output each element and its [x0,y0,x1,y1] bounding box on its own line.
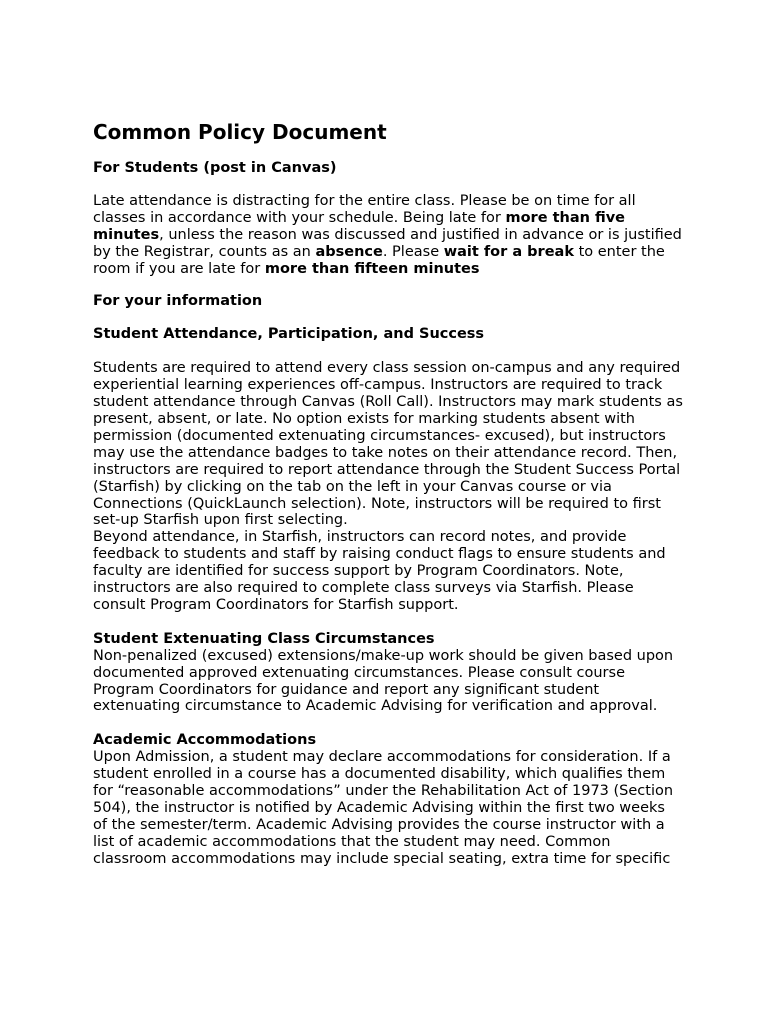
late-text-3: . Please [382,243,444,260]
late-text-2: , unless the reason was discussed and justified in advance or is justified by the Registrar, counts as an [93,226,682,260]
document-title: Common Policy Document [93,120,387,144]
for-your-information-heading: For your information [93,293,263,310]
extenuating-paragraph: Non-penalized (excused) extensions/make-up work should be given based upon documented approved extenuating circumstances. Please consult course Program Coordinators for guidance and report any significant student extenuating circumstance to Academic Advising for verification and approval. [93,647,674,715]
late-bold-five-minutes: more than five minutes [93,209,626,243]
attendance-paragraph-2: Beyond attendance, in Starfish, instructors can record notes, and provide feedback to students and staff by raising conduct flags to ensure students and faculty are identified for success support by Program Coordinators. Note, instructors are also required to complete class surveys via Starfish. Please consult Program Coordinators for Starfish support. [93,529,666,613]
late-attendance-paragraph [93,193,683,278]
accommodations-heading: Academic Accommodations [93,732,317,749]
late-bold-absence: absence [315,243,383,260]
document-body [93,119,683,868]
attendance-heading: Student Attendance, Participation, and Success [93,326,485,343]
late-bold-fifteen-minutes: more than fifteen minutes [264,260,480,277]
late-text-4: to enter the room if you are late for [93,243,665,277]
late-bold-wait-for-break: wait for a break [443,243,574,260]
for-students-heading: For Students (post in Canvas) [93,160,337,176]
late-text-1: Late attendance is distracting for the entire class. Please be on time for all classes in accordance with your schedule. Being late for [93,192,636,226]
extenuating-heading: Student Extenuating Class Circumstances [93,630,435,647]
accommodations-paragraph: Upon Admission, a student may declare accommodations for consideration. If a student enrolled in a course has a documented disability, which qualifies them for “reasonable accommodations” under the Rehabilitation Act of 1973 (Section 504), the instructor is notified by Academic Advising within the first two weeks of the semester/term. Academic Advising provides the course instructor with a list of academic accommodations that the student may need. Common classroom accommodations may include special seating, extra time for specific [93,749,674,867]
attendance-paragraph-1: Students are required to attend every class session on-campus and any required experiential learning experiences off-campus. Instructors are required to track student attendance through Canvas (Roll Call). Instructors may mark students as present, absent, or late. No option exists for marking students absent with permission (documented extenuating circumstances- excused), but instructors may use the attendance badges to take notes on their attendance record. Then, instructors are required to report attendance through the Student Success Portal (Starfish) by clicking on the tab on the left in your Canvas course or via Connections (QuickLaunch selection). Note, instructors will be required to first set-up Starfish upon first selecting. [93,360,683,529]
